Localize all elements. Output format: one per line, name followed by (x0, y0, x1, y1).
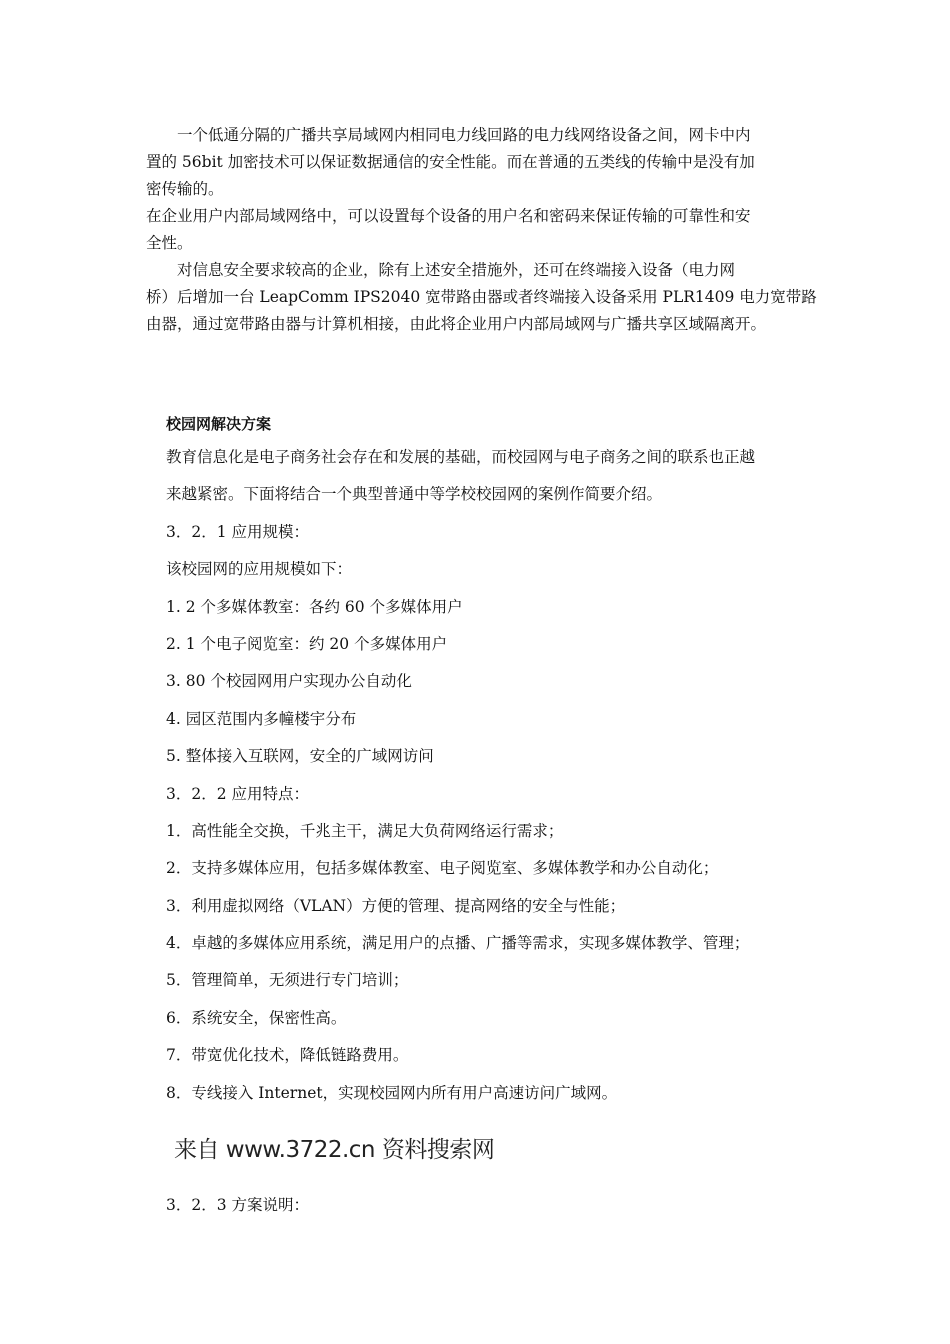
paragraph-line: 全性。 (146, 234, 193, 252)
list-item: 3．利用虚拟网络（VLAN）方便的管理、提高网络的安全与性能； (166, 896, 626, 915)
section-text-line: 教育信息化是电子商务社会存在和发展的基础，而校园网与电子商务之间的联系也正越 (166, 448, 756, 466)
source-watermark: 来自 www.3722.cn 资料搜索网 (174, 1137, 495, 1163)
paragraph-line: 由器，通过宽带路由器与计算机相接，由此将企业用户内部局域网与广播共享区域隔离开。 (146, 315, 767, 333)
subheading: 3．2．1 应用规模： (166, 522, 310, 541)
list-item: 4. 园区范围内多幢楼宇分布 (166, 709, 357, 728)
section-text-line: 来越紧密。下面将结合一个典型普通中等学校校园网的案例作简要介绍。 (166, 485, 663, 504)
list-item: 2. 1 个电子阅览室：约 20 个多媒体用户 (166, 634, 448, 653)
paragraph-line: 对信息安全要求较高的企业，除有上述安全措施外，还可在终端接入设备（电力网 (177, 261, 736, 279)
list-item: 6．系统安全，保密性高。 (166, 1008, 347, 1027)
list-item: 7．带宽优化技术，降低链路费用。 (166, 1046, 409, 1065)
list-item: 4．卓越的多媒体应用系统，满足用户的点播、广播等需求，实现多媒体教学、管理； (166, 934, 750, 953)
paragraph-line: 桥）后增加一台 LeapComm IPS2040 宽带路由器或者终端接入设备采用 PLR1409 电力宽带路 (146, 288, 817, 306)
paragraph-line: 置的 56bit 加密技术可以保证数据通信的安全性能。而在普通的五类线的传输中是没有加 (146, 153, 755, 171)
list-item: 1．高性能全交换，千兆主干，满足大负荷网络运行需求； (166, 821, 564, 840)
list-item: 2．支持多媒体应用，包括多媒体教室、电子阅览室、多媒体教学和办公自动化； (166, 859, 719, 878)
subheading: 3．2．2 应用特点： (166, 784, 310, 803)
intro-paragraphs (146, 122, 818, 338)
list-item: 5．管理简单，无须进行专门培训； (166, 971, 409, 990)
paragraph-line: 在企业用户内部局域网络中，可以设置每个设备的用户名和密码来保证传输的可靠性和安 (146, 207, 751, 225)
section-text-line: 该校园网的应用规模如下： (166, 560, 353, 579)
list-item: 5. 整体接入互联网，安全的广域网访问 (166, 747, 434, 766)
list-item: 3. 80 个校园网用户实现办公自动化 (166, 672, 412, 691)
subheading: 3．2．3 方案说明： (166, 1196, 310, 1214)
section-title: 校园网解决方案 (166, 415, 272, 433)
list-item: 8．专线接入 Internet，实现校园网内所有用户高速访问广域网。 (166, 1083, 618, 1102)
campus-network-section (166, 409, 826, 1112)
paragraph-line: 密传输的。 (146, 180, 224, 198)
paragraph-line: 一个低通分隔的广播共享局域网内相同电力线回路的电力线网络设备之间，网卡中内 (177, 126, 751, 144)
list-item: 1. 2 个多媒体教室：各约 60 个多媒体用户 (166, 597, 463, 616)
